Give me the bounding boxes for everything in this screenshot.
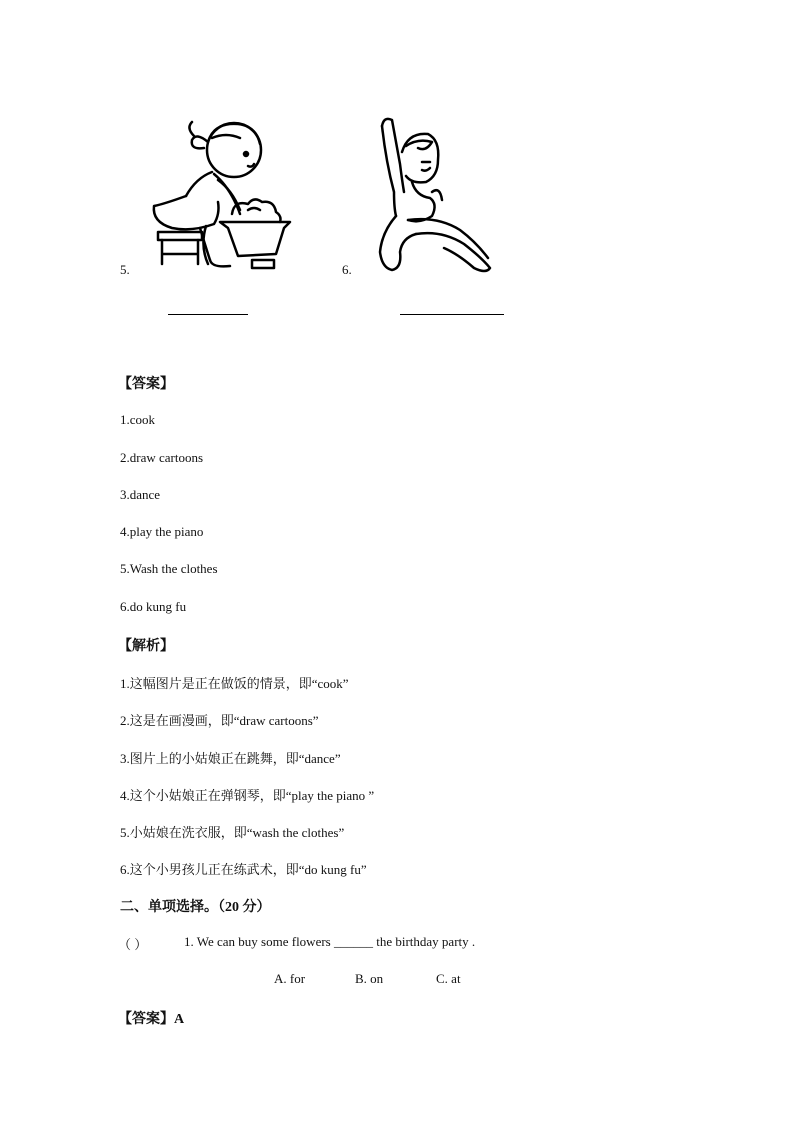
question-answer: 【答案】A — [118, 1012, 185, 1027]
analysis-line: 2.这是在画漫画，即“draw cartoons” — [120, 713, 319, 728]
picture-6-number: 6. — [342, 262, 352, 277]
analysis-line: 4.这个小姑娘正在弹钢琴，即“play the piano ” — [120, 788, 375, 803]
answer-line: 2.draw cartoons — [120, 450, 204, 465]
answer-blank-5[interactable] — [168, 314, 248, 315]
answer-line: 4.play the piano — [120, 524, 204, 539]
boy-doing-kung-fu-illustration — [372, 112, 496, 274]
question-paren[interactable]: （ ） — [118, 937, 148, 952]
section-title: 二、单项选择。（20 分） — [120, 900, 271, 915]
option-a[interactable]: A. for — [274, 971, 306, 986]
option-b[interactable]: B. on — [355, 971, 384, 986]
answer-line: 6.do kung fu — [120, 599, 187, 614]
picture-5-number: 5. — [120, 262, 130, 277]
analysis-line: 1.这幅图片是正在做饭的情景，即“cook” — [120, 676, 349, 691]
analysis-line: 6.这个小男孩儿正在练武术，即“do kung fu” — [120, 862, 367, 877]
girl-washing-clothes-illustration — [148, 118, 298, 274]
answer-line: 1.cook — [120, 412, 156, 427]
question-text: 1. We can buy some flowers ______ the birthday party . — [184, 934, 476, 949]
answer-line: 5.Wash the clothes — [120, 561, 218, 576]
answer-heading: 【答案】 — [118, 377, 174, 392]
answer-line: 3.dance — [120, 487, 161, 502]
analysis-line: 5.小姑娘在洗衣服，即“wash the clothes” — [120, 825, 345, 840]
answer-blank-6[interactable] — [400, 314, 504, 315]
analysis-heading: 【解析】 — [118, 639, 174, 654]
option-c[interactable]: C. at — [436, 971, 461, 986]
analysis-line: 3.图片上的小姑娘正在跳舞，即“dance” — [120, 751, 341, 766]
